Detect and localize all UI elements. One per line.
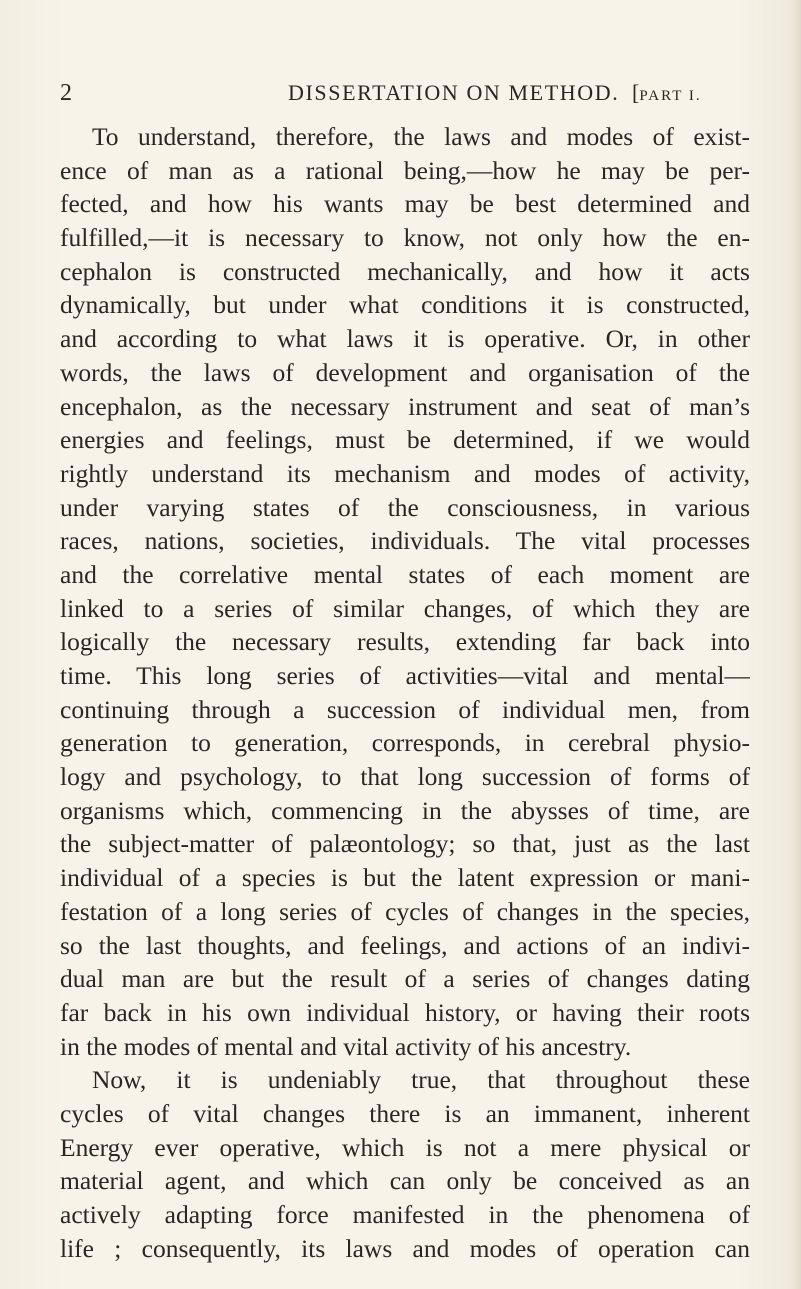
text-line: rightly understand its mechanism and modes of activity,	[60, 458, 750, 488]
text-line: dual man are but the result of a series of changes dating	[60, 964, 750, 994]
text-line: festation of a long series of cycles of changes in the species,	[60, 896, 750, 926]
page-header	[60, 76, 750, 110]
text-line: continuing through a succession of individual men, from	[60, 694, 750, 724]
text-line: under varying states of the consciousness, in various	[60, 492, 750, 522]
text-line: To understand, therefore, the laws and modes of exist-	[92, 122, 750, 151]
text-line: generation to generation, corresponds, in cerebral physio-	[60, 728, 750, 758]
text-line: fected, and how his wants may be best determined and	[60, 189, 750, 219]
text-line: in the modes of mental and vital activity of his ancestry.	[60, 1031, 632, 1061]
part-label	[632, 76, 702, 113]
text-line: races, nations, societies, individuals. The vital processes	[60, 526, 750, 556]
text-line: logically the necessary results, extending far back into	[60, 627, 750, 657]
text-line: far back in his own individual history, or having their roots	[60, 997, 750, 1027]
text-line: material agent, and which can only be conceived as an	[60, 1166, 750, 1196]
text-line: dynamically, but under what conditions it is constructed,	[60, 290, 750, 320]
part-bracket: [	[632, 80, 640, 105]
text-line: ence of man as a rational being,—how he may be per-	[60, 155, 750, 185]
text-line: encephalon, as the necessary instrument and seat of man’s	[60, 391, 750, 421]
text-line: linked to a series of similar changes, of which they are	[60, 593, 750, 623]
text-line: energies and feelings, must be determined, if we would	[60, 425, 750, 455]
text-line: cephalon is constructed mechanically, and how it acts	[60, 256, 750, 286]
text-line: words, the laws of development and organisation of the	[60, 357, 750, 387]
text-line: fulfilled,—it is necessary to know, not only how the en-	[60, 223, 750, 253]
text-line: life ; consequently, its laws and modes of operation can	[60, 1233, 750, 1263]
text-line: and according to what laws it is operative. Or, in other	[60, 324, 750, 354]
text-line: so the last thoughts, and feelings, and actions of an indivi-	[60, 930, 750, 960]
text-line: logy and psychology, to that long succession of forms of	[60, 762, 750, 792]
part-label-text: PART I.	[639, 88, 702, 104]
text-line: Now, it is undeniably true, that throughout these	[92, 1065, 750, 1095]
running-title: DISSERTATION ON METHOD.	[288, 80, 620, 105]
text-line: the subject-matter of palæontology; so that, just as the last	[60, 829, 750, 859]
text-line: Energy ever operative, which is not a mere physical or	[60, 1132, 750, 1162]
text-line: individual of a species is but the latent expression or mani-	[60, 863, 750, 893]
text-line: organisms which, commencing in the abysses of time, are	[60, 795, 750, 825]
text-line: time. This long series of activities—vital and mental—	[60, 661, 750, 690]
body-text	[60, 120, 750, 1265]
text-line: actively adapting force manifested in the phenomena of	[60, 1200, 750, 1229]
text-line: and the correlative mental states of each moment are	[60, 559, 750, 589]
page-edge-shadow	[791, 0, 801, 1289]
text-line: cycles of vital changes there is an immanent, inherent	[60, 1098, 750, 1128]
page-number: 2	[60, 80, 72, 106]
